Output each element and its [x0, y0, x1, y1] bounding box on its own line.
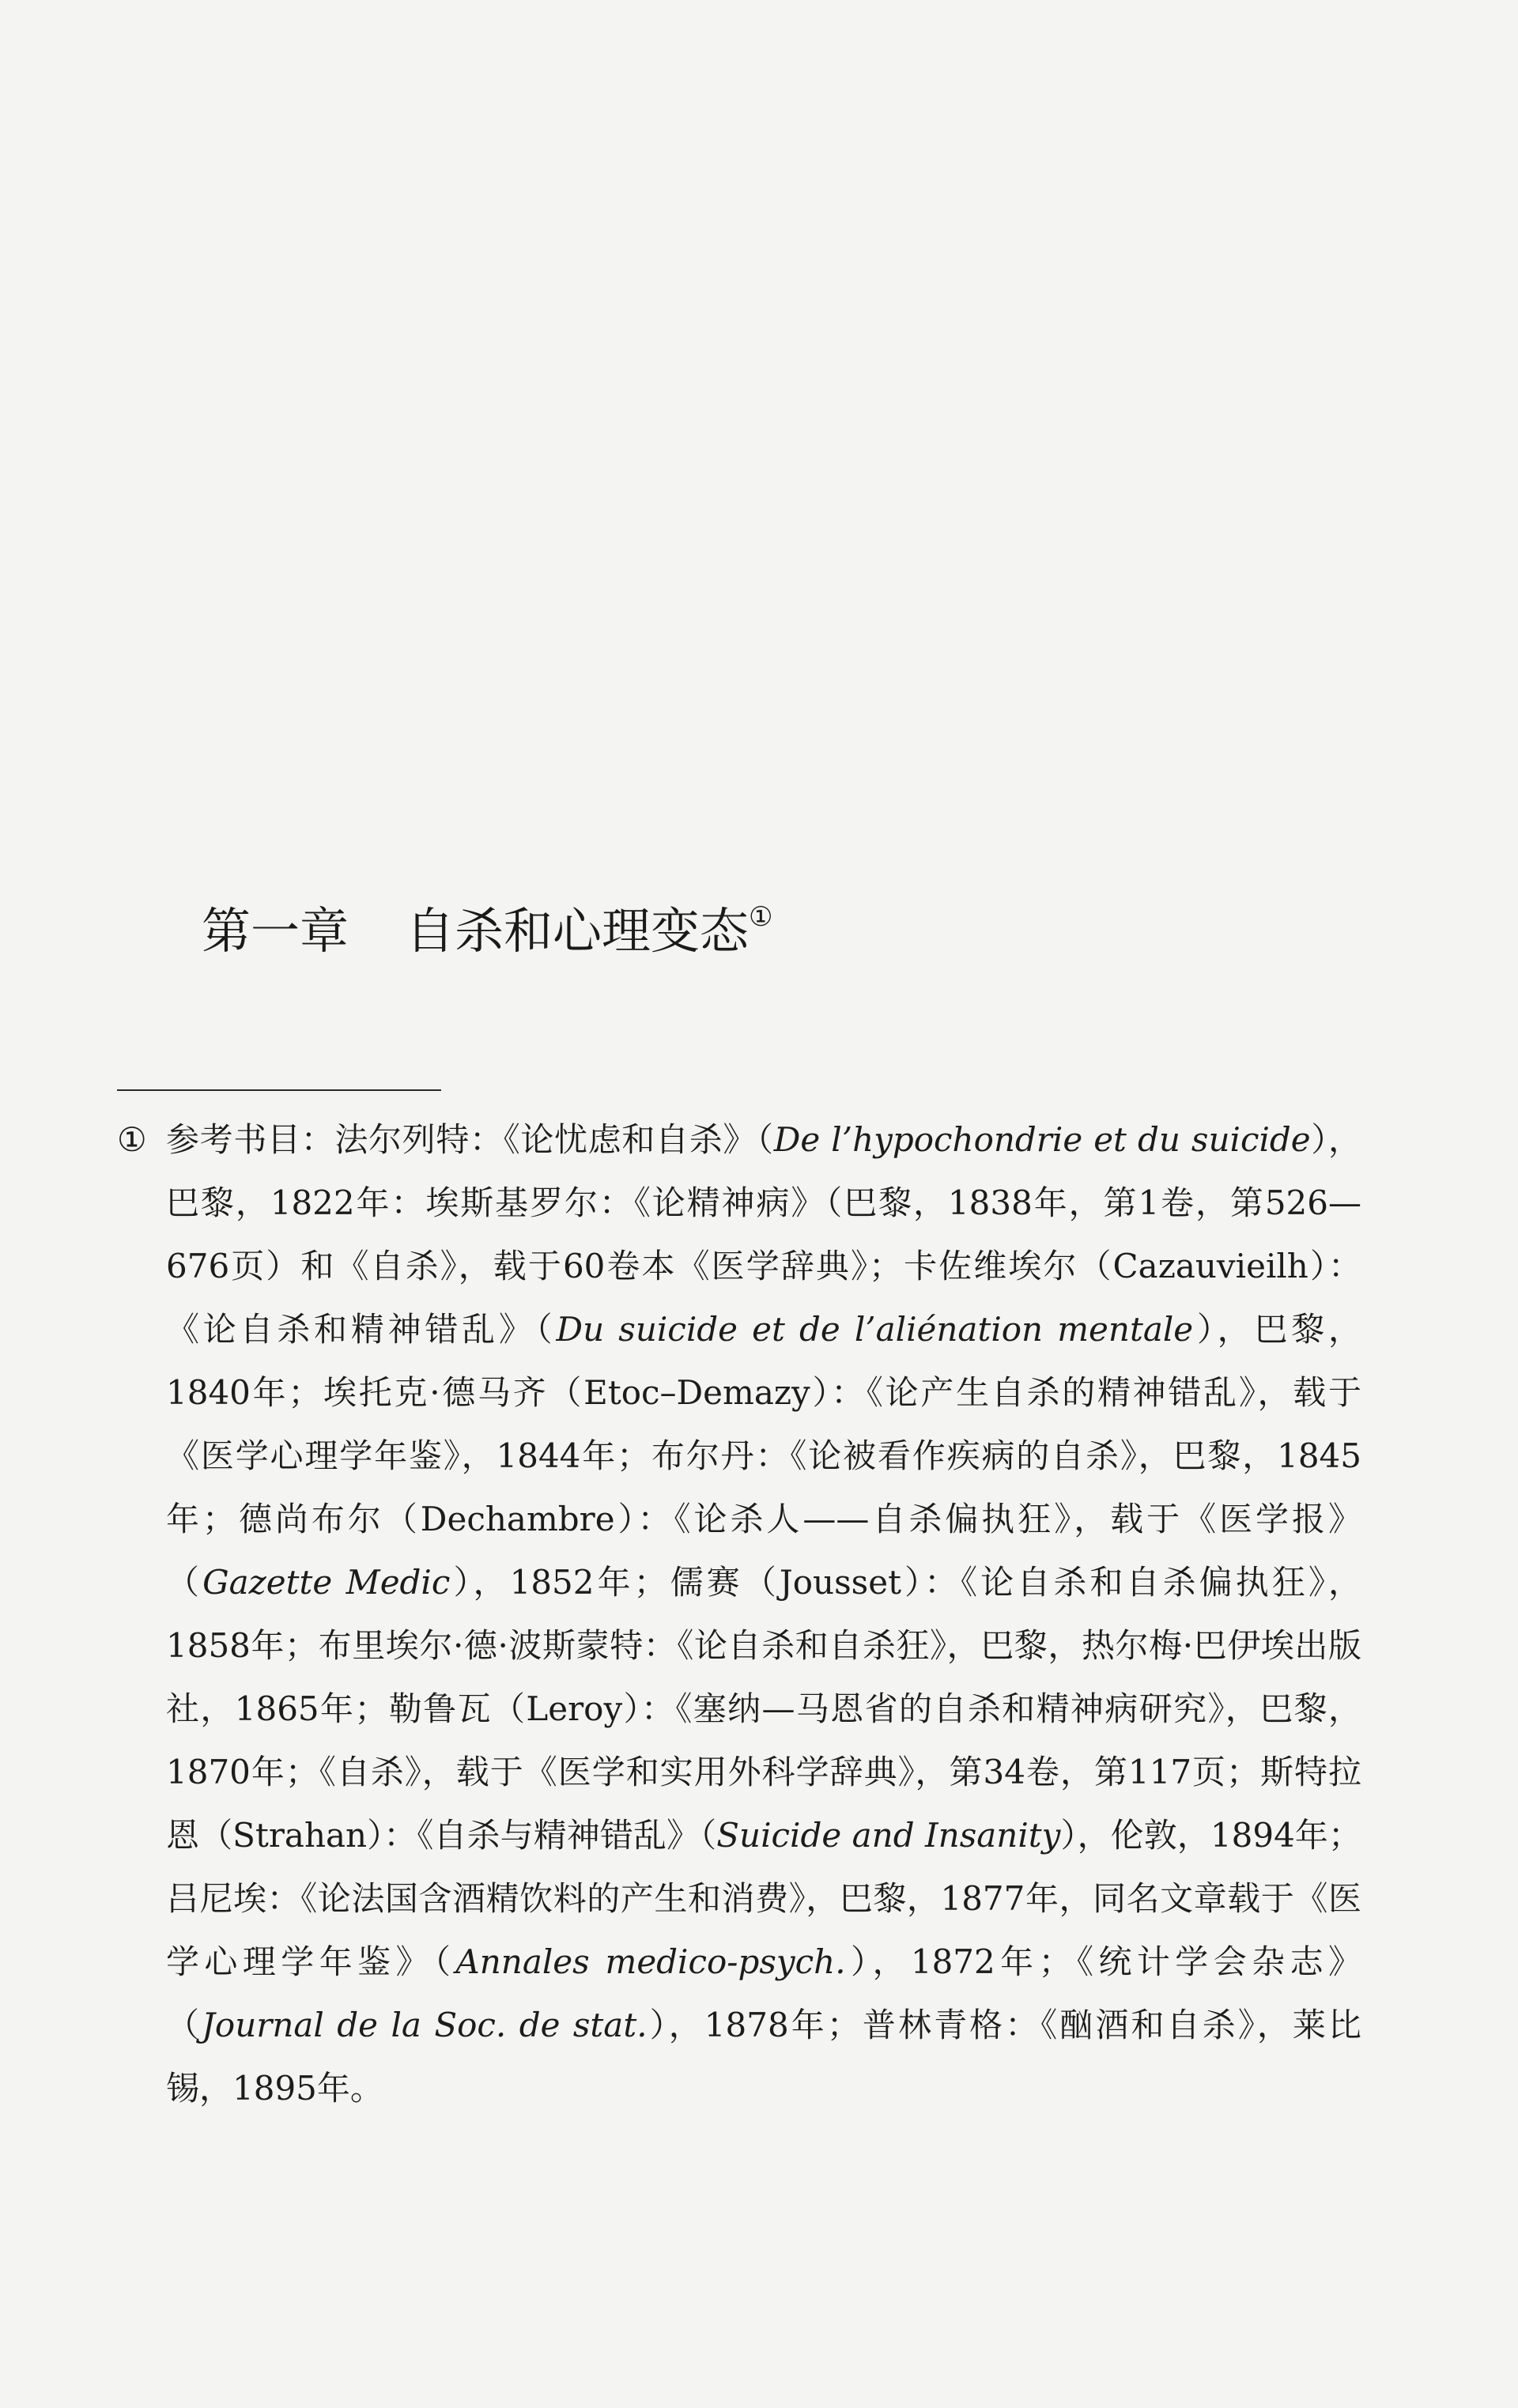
footnote-segment: ），1878年；普林青格：《酗酒和自杀》，莱比锡，1895年。 [166, 2006, 1361, 2108]
footnote-segment-italic: Annales medico-psych. [455, 1942, 846, 1981]
footnote-segment: ），1872年；《统计学会杂志》（ [166, 1942, 1361, 2044]
footnote-separator [117, 1089, 441, 1091]
chapter-title [202, 900, 773, 963]
footnote-segment-italic: De l’hypochondrie et du suicide [773, 1120, 1311, 1159]
footnote [117, 1108, 1361, 2120]
footnote-segment: 参考书目：法尔列特：《论忧虑和自杀》（ [166, 1120, 774, 1159]
footnote-reference[interactable]: ① [749, 901, 773, 933]
footnote-marker: ① [117, 1120, 147, 1159]
chapter-number: 第一章 [202, 902, 349, 960]
footnote-segment-italic: Gazette Medic [202, 1563, 451, 1602]
footnote-segment: ），1852年；儒赛（Jousset）：《论自杀和自杀偏执狂》，1858年；布里埃尔·德·波斯蒙特：《论自杀和自杀狂》，巴黎，热尔梅·巴伊埃出版社，1865年；勒鲁瓦（Leroy）：《塞纳—马恩省的自杀和精神病研究》，巴黎，1870年；《自杀》，载于《医学和实用外科学辞典》，第34卷，第117页；斯特拉恩（Strahan）：《自杀与精神错乱》（ [166, 1563, 1361, 1855]
footnote-text [166, 1108, 1361, 2120]
footnote-segment: ），伦敦，1894年；吕尼埃：《论法国含酒精饮料的产生和消费》，巴黎，1877年，同名文章载于《医学心理学年鉴》（ [166, 1816, 1361, 1981]
footnote-segment: ），巴黎，1822年：埃斯基罗尔：《论精神病》（巴黎，1838年，第1卷，第526—676页）和《自杀》，载于60卷本《医学辞典》；卡佐维埃尔（Cazauvieilh）：《论自杀和精神错乱》（ [166, 1120, 1361, 1349]
footnote-segment-italic: Suicide and Insanity [716, 1816, 1061, 1855]
footnote-segment-italic: Journal de la Soc. de stat. [202, 2006, 648, 2044]
footnote-segment: ），巴黎，1840年；埃托克·德马齐（Etoc–Demazy）：《论产生自杀的精神错乱》，载于《医学心理学年鉴》，1844年；布尔丹：《论被看作疾病的自杀》，巴黎，1845年；德尚布尔（Dechambre）：《论杀人——自杀偏执狂》，载于《医学报》（ [166, 1310, 1361, 1602]
footnote-segment-italic: Du suicide et de l’aliénation mentale [556, 1310, 1194, 1349]
chapter-name: 自杀和心理变态 [406, 902, 750, 960]
